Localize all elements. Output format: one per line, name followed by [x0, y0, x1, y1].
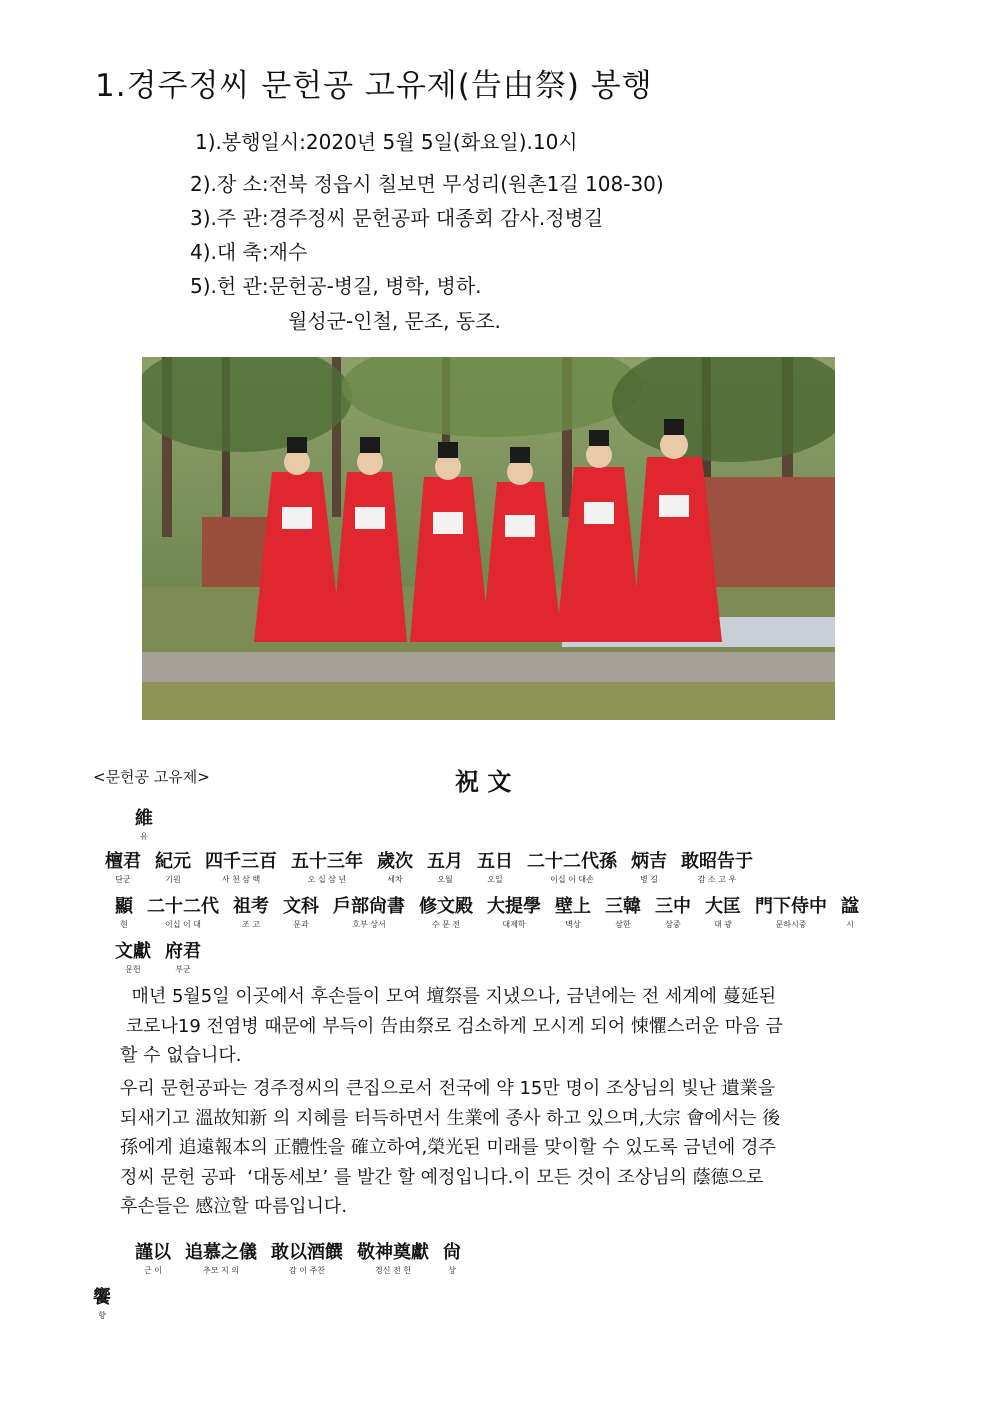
hangul-reading: 단군	[115, 875, 131, 884]
hanja-text: 敢昭告于	[681, 851, 753, 872]
paragraph-line: 우리 문헌공파는 경주정씨의 큰집으로서 전국에 약 15만 명이 조상님의 빛난 遺業을	[120, 1078, 776, 1099]
hangul-reading: 근 이	[144, 1266, 162, 1275]
hangul-reading: 수 문 전	[431, 920, 461, 929]
document-title: 1.경주정씨 문헌공 고유제(告由祭) 봉행	[95, 68, 653, 104]
hanja-group	[427, 847, 463, 885]
hangul-reading: 대 광	[714, 920, 732, 929]
hanja-text: 炳吉	[631, 851, 667, 872]
hanja-text: 歲次	[377, 851, 413, 872]
hangul-reading: 추모 지 의	[203, 1266, 239, 1275]
hangul-reading: 시	[846, 920, 854, 929]
hanja-group	[185, 1238, 257, 1276]
hangul-reading: 삼한	[615, 920, 631, 929]
hanja-group	[419, 892, 473, 930]
hanja-group	[165, 937, 201, 975]
hanja-group	[147, 892, 219, 930]
hanja-group	[357, 1238, 429, 1276]
hangul-reading: 오일	[487, 875, 503, 884]
hangul-reading: 경신 전 헌	[375, 1266, 411, 1275]
prayer-line-1	[105, 847, 753, 885]
hanja-text: 尙	[443, 1242, 461, 1263]
hangul-reading: 호부 상서	[352, 920, 386, 929]
hanja-group	[487, 892, 541, 930]
hangul-reading: 기원	[165, 875, 181, 884]
hangul-reading: 상	[448, 1266, 456, 1275]
hanja-text: 追慕之儀	[185, 1242, 257, 1263]
hanja-group	[233, 892, 269, 930]
hanja-text: 諡	[841, 896, 859, 917]
hanja-group	[705, 892, 741, 930]
hanja-group	[333, 892, 405, 930]
hanja-text: 五十三年	[291, 851, 363, 872]
hangul-reading: 부군	[175, 965, 191, 974]
hangul-reading: 문헌	[125, 965, 141, 974]
hanja-text: 四千三百	[205, 851, 277, 872]
hanja-text: 壁上	[555, 896, 591, 917]
hanja-group	[271, 1238, 343, 1276]
hanja-group	[443, 1238, 461, 1276]
hanja-text: 敬神奠獻	[357, 1242, 429, 1263]
hangul-reading: 오월	[437, 875, 453, 884]
hangul-reading: 현	[120, 920, 128, 929]
paragraph-line: 할 수 없습니다.	[120, 1045, 242, 1066]
paragraph-line: 孫에게 追遠報本의 正體性을 確立하여,榮光된 미래를 맞이할 수 있도록 금년에 경주	[120, 1137, 776, 1158]
paragraph-line: 정씨 문헌 공파 ‘대동세보’ 를 발간 할 예정입니다.이 모든 것이 조상님의 蔭德으로	[120, 1166, 764, 1188]
hanja-text: 三中	[655, 896, 691, 917]
hanja-group	[477, 847, 513, 885]
hangul-reading: 병 길	[640, 875, 658, 884]
hanja-text: 三韓	[605, 896, 641, 917]
hanja-text: 紀元	[155, 851, 191, 872]
hanja-text: 戶部尙書	[333, 896, 405, 917]
hanja-text: 修文殿	[419, 896, 473, 917]
hanja-group	[377, 847, 413, 885]
prayer-line-5	[93, 1283, 111, 1321]
hanja-group	[527, 847, 617, 885]
hanja-group	[841, 892, 859, 930]
info-reader: 4).대 축:재수	[190, 240, 308, 264]
hanja-text: 敢以酒饌	[271, 1242, 343, 1263]
hangul-reading: 사 천 삼 백	[221, 875, 261, 884]
paragraph-line: 매년 5월5일 이곳에서 후손들이 모여 壇祭를 지냈으나, 금년에는 전 세계에 蔓延된	[120, 986, 777, 1007]
hanja-text: 五日	[477, 851, 513, 872]
hanja-text: 文科	[283, 896, 319, 917]
hangul-reading: 향	[98, 1311, 106, 1320]
hanja-text: 文獻	[115, 941, 151, 962]
hanja-group	[605, 892, 641, 930]
hanja-text: 二十二代	[147, 896, 219, 917]
hanja-group	[555, 892, 591, 930]
hanja-group	[205, 847, 277, 885]
hangul-reading: 대제학	[502, 920, 526, 929]
hanja-text: 大提學	[487, 896, 541, 917]
info-host: 3).주 관:경주정씨 문헌공파 대종회 감사.정병길	[190, 206, 604, 230]
paragraph-line: 코로나19 전염병 때문에 부득이 告由祭로 검소하게 모시게 되어 悚懼스러운 마음 금	[120, 1015, 783, 1037]
prayer-line-4	[135, 1238, 461, 1276]
hanja-group	[93, 1283, 111, 1321]
hanja-text: 大匡	[705, 896, 741, 917]
hanja-group	[755, 892, 827, 930]
hanja-group	[115, 937, 151, 975]
hangul-reading: 이십 이 대손	[550, 875, 594, 884]
prayer-line-2	[115, 892, 859, 930]
hanja-text: 維	[135, 808, 153, 829]
paragraph-1	[120, 982, 918, 1071]
paragraph-line: 후손들은 感泣할 따름입니다.	[120, 1196, 348, 1217]
hangul-reading: 벽상	[565, 920, 581, 929]
hanja-text: 檀君	[105, 851, 141, 872]
hanja-group	[155, 847, 191, 885]
ceremony-photo	[142, 357, 835, 720]
hanja-group	[105, 847, 141, 885]
hanja-group	[291, 847, 363, 885]
prayer-line-3	[115, 937, 201, 975]
hangul-reading: 감 소 고 우	[697, 875, 737, 884]
hangul-reading: 조 고	[242, 920, 260, 929]
hanja-group	[655, 892, 691, 930]
info-officiants: 5).헌 관:문헌공-병길, 병학, 병하.	[190, 274, 482, 298]
hanja-text: 謹以	[135, 1242, 171, 1263]
info-officiants-2: 월성군-인철, 문조, 동조.	[288, 309, 501, 333]
prayer-title: 祝 文	[455, 767, 512, 796]
paragraph-line: 되새기고 溫故知新 의 지혜를 터득하면서 生業에 종사 하고 있으며,大宗 會에서는 後	[120, 1107, 781, 1129]
hanja-text: 二十二代孫	[527, 851, 617, 872]
hangul-reading: 문과	[293, 920, 309, 929]
caption: <문헌공 고유제>	[93, 768, 210, 786]
hanja-text: 祖考	[233, 896, 269, 917]
hanja-text: 顯	[115, 896, 133, 917]
hanja-group	[135, 1238, 171, 1276]
hanja-group	[681, 847, 753, 885]
info-date: 1).봉행일시:2020년 5월 5일(화요일).10시	[195, 130, 578, 154]
hanja-text: 饗	[93, 1287, 111, 1308]
hanja-text: 門下侍中	[755, 896, 827, 917]
hanja-text: 五月	[427, 851, 463, 872]
hanja-group	[115, 892, 133, 930]
hangul-reading: 오 십 삼 년	[307, 875, 347, 884]
hanja-text: 府君	[165, 941, 201, 962]
hangul-reading: 감 이 주찬	[289, 1266, 325, 1275]
paragraph-2	[120, 1074, 918, 1222]
info-place: 2).장 소:전북 정읍시 칠보면 무성리(원촌1길 108-30)	[190, 172, 664, 196]
hangul-reading: 유	[140, 832, 148, 841]
hangul-reading: 이십 이 대	[165, 920, 201, 929]
hangul-reading: 삼중	[665, 920, 681, 929]
hangul-reading: 문하시중	[775, 920, 807, 929]
prayer-line-0	[135, 804, 153, 842]
hanja-group	[283, 892, 319, 930]
hanja-group	[135, 804, 153, 842]
hanja-group	[631, 847, 667, 885]
hangul-reading: 세차	[387, 875, 403, 884]
